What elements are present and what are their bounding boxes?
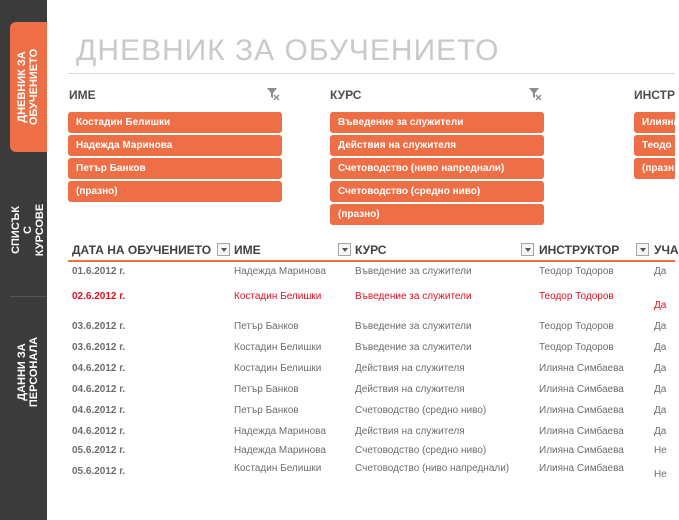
cell-instructor: Илияна Симбаева	[539, 384, 624, 395]
cell-name: Надежда Маринова	[234, 445, 326, 456]
tab-staff-data-label: ДАННИ ЗА ПЕРСОНАЛА	[16, 336, 41, 408]
cell-date: 04.6.2012 г.	[72, 363, 126, 374]
slicer-instructor-item[interactable]: Илияна	[634, 112, 675, 133]
cell-instructor: Теодор Тодоров	[539, 266, 614, 277]
cell-course: Въведение за служители	[355, 291, 472, 302]
table-row[interactable]	[0, 425, 675, 445]
cell-instructor: Илияна Симбаева	[539, 445, 624, 456]
cell-course: Счетоводство (ниво напреднали)	[355, 463, 510, 474]
cell-name: Петър Банков	[234, 405, 299, 416]
column-header-name: ИМЕ	[234, 243, 261, 257]
table-row[interactable]	[0, 320, 675, 340]
cell-date: 03.6.2012 г.	[72, 342, 126, 353]
slicer-course-item[interactable]: Счетоводство (ниво напреднали)	[330, 158, 544, 179]
cell-course: Въведение за служители	[355, 266, 472, 277]
cell-instructor: Теодор Тодоров	[539, 342, 614, 353]
cell-date: 04.6.2012 г.	[72, 384, 126, 395]
cell-instructor: Илияна Симбаева	[539, 463, 624, 474]
cell-attended: Не	[654, 469, 667, 480]
slicer-instructor-item[interactable]: Теодо	[634, 135, 675, 156]
cell-date: 04.6.2012 г.	[72, 426, 126, 437]
slicer-instructor-header: ИНСТР	[634, 88, 675, 102]
dropdown-arrow-icon[interactable]	[521, 243, 534, 256]
slicer-name-item[interactable]: (празно)	[68, 181, 282, 202]
cell-date: 05.6.2012 г.	[72, 445, 126, 456]
cell-attended: Да	[654, 300, 667, 311]
column-header-instructor: ИНСТРУКТОР	[539, 243, 620, 257]
column-header-attended: УЧА	[654, 243, 679, 257]
column-header-date: ДАТА НА ОБУЧЕНИЕТО	[72, 243, 212, 257]
cell-name: Петър Банков	[234, 321, 299, 332]
slicer-course-header: КУРС	[330, 88, 362, 102]
cell-course: Счетоводство (средно ниво)	[355, 445, 487, 456]
slicer-name-header: ИМЕ	[69, 88, 96, 102]
slicer-instructor-item[interactable]: (празн	[634, 158, 675, 179]
cell-name: Надежда Маринова	[234, 426, 326, 437]
table-row[interactable]	[0, 265, 675, 285]
slicer-course-item[interactable]: Действия на служителя	[330, 135, 544, 156]
cell-attended: Да	[654, 384, 667, 395]
cell-course: Въведение за служители	[355, 321, 472, 332]
header-divider	[68, 260, 675, 262]
cell-attended: Да	[654, 266, 667, 277]
column-header-course: КУРС	[355, 243, 387, 257]
table-row[interactable]	[0, 341, 675, 361]
cell-name: Костадин Белишки	[234, 463, 322, 474]
cell-date: 03.6.2012 г.	[72, 321, 126, 332]
cell-date: 05.6.2012 г.	[72, 466, 126, 477]
cell-instructor: Илияна Симбаева	[539, 363, 624, 374]
cell-course: Въведение за служители	[355, 342, 472, 353]
tab-training-log[interactable]	[10, 22, 47, 152]
table-row[interactable]	[0, 383, 675, 403]
dropdown-arrow-icon[interactable]	[338, 243, 351, 256]
cell-attended: Да	[654, 342, 667, 353]
cell-name: Костадин Белишки	[234, 342, 322, 353]
cell-course: Действия на служителя	[355, 426, 465, 437]
cell-course: Действия на служителя	[355, 363, 465, 374]
dropdown-arrow-icon[interactable]	[217, 243, 230, 256]
table-row[interactable]	[0, 444, 675, 464]
cell-date: 01.6.2012 г.	[72, 266, 126, 277]
cell-attended: Не	[654, 445, 667, 456]
clear-filter-icon[interactable]	[528, 87, 542, 101]
cell-name: Петър Банков	[234, 384, 299, 395]
tab-course-list-label: СПИСЪК С КУРСОВЕ	[10, 203, 47, 257]
cell-course: Действия на служителя	[355, 384, 465, 395]
clear-filter-icon[interactable]	[266, 87, 280, 101]
cell-attended: Да	[654, 426, 667, 437]
cell-instructor: Теодор Тодоров	[539, 321, 614, 332]
cell-course: Счетоводство (средно ниво)	[355, 405, 487, 416]
slicer-name-item[interactable]: Петър Банков	[68, 158, 282, 179]
cell-name: Надежда Маринова	[234, 266, 326, 277]
title-divider	[68, 73, 675, 74]
slicer-name-item[interactable]: Костадин Белишки	[68, 112, 282, 133]
table-row[interactable]	[0, 362, 675, 382]
slicer-course-item[interactable]: (празно)	[330, 204, 544, 225]
table-row[interactable]	[0, 462, 675, 486]
tab-training-log-label: ДНЕВНИК ЗА ОБУЧЕНИЕТО	[16, 48, 41, 126]
cell-name: Костадин Белишки	[234, 363, 322, 374]
cell-instructor: Илияна Симбаева	[539, 405, 624, 416]
cell-date: 04.6.2012 г.	[72, 405, 126, 416]
dropdown-arrow-icon[interactable]	[636, 243, 649, 256]
cell-attended: Да	[654, 321, 667, 332]
cell-date: 02.6.2012 г.	[72, 291, 126, 302]
slicer-course-item[interactable]: Въведение за служители	[330, 112, 544, 133]
table-row[interactable]	[0, 404, 675, 424]
table-row[interactable]	[0, 290, 675, 314]
cell-instructor: Теодор Тодоров	[539, 291, 614, 302]
slicer-name-item[interactable]: Надежда Маринова	[68, 135, 282, 156]
cell-name: Костадин Белишки	[234, 291, 322, 302]
cell-instructor: Илияна Симбаева	[539, 426, 624, 437]
slicer-course-item[interactable]: Счетоводство (средно ниво)	[330, 181, 544, 202]
cell-attended: Да	[654, 405, 667, 416]
page-title: ДНЕВНИК ЗА ОБУЧЕНИЕТО	[76, 34, 500, 67]
cell-attended: Да	[654, 363, 667, 374]
